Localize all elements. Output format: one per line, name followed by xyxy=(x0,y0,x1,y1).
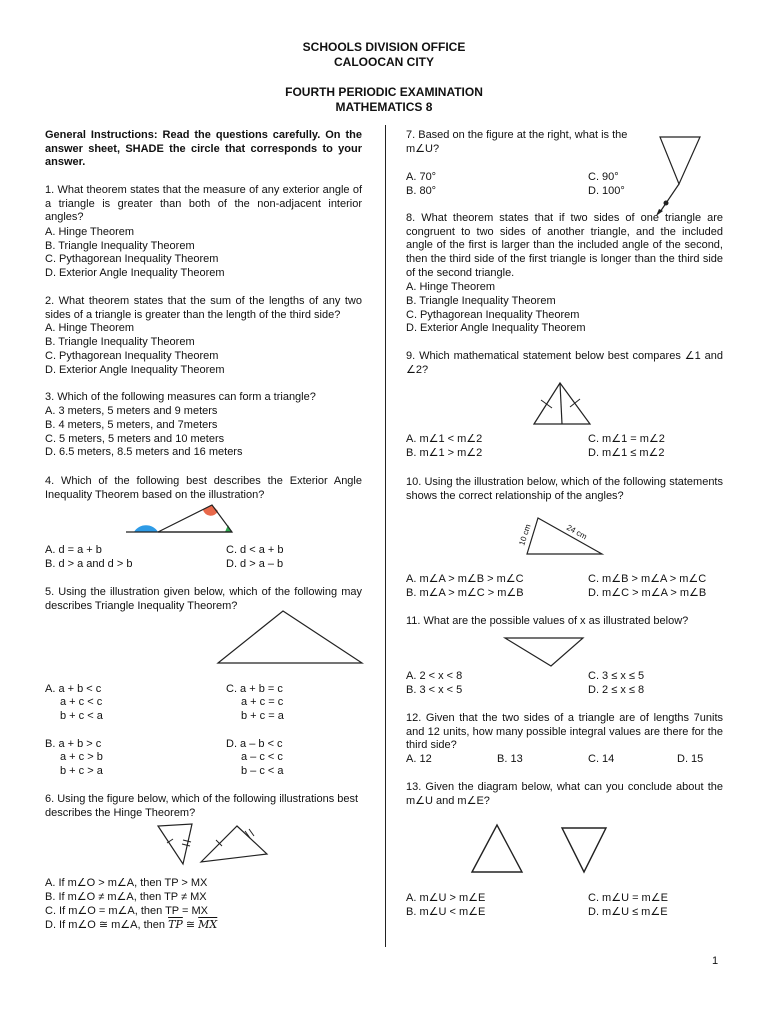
q1-stem: 1. What theorem states that the measure of any exterior angle of a triangle is greater than both of the non-adjacent interior angles? xyxy=(45,184,362,224)
q5-option-a-line3: b + c < a xyxy=(60,710,103,722)
q13-option-a[interactable]: A. m∠U > m∠E xyxy=(406,892,486,904)
q9-option-c[interactable]: C. m∠1 = m∠2 xyxy=(588,433,665,445)
q13-figure-right xyxy=(560,826,608,874)
q6-option-d[interactable]: D. If m∠O ≅ m∠A, then $\overline{TP}$ ≅ $\overline{MX}$ xyxy=(45,918,218,931)
general-instructions: General Instructions: Read the questions carefully. On the answer sheet, SHADE the circle that corresponds to your answer. xyxy=(45,129,362,169)
q9-option-b[interactable]: B. m∠1 > m∠2 xyxy=(406,447,483,459)
q1-option-b[interactable]: B. Triangle Inequality Theorem xyxy=(45,240,195,252)
q8-option-c[interactable]: C. Pythagorean Inequality Theorem xyxy=(406,309,580,321)
q5-option-b-line3: b + c > a xyxy=(60,765,103,777)
q11-option-a[interactable]: A. 2 < x < 8 xyxy=(406,670,463,682)
header-subject: MATHEMATICS 8 xyxy=(335,100,433,114)
q5-option-b-line1[interactable]: B. a + b > c xyxy=(45,738,102,750)
q4-stem: 4. Which of the following best describes the Exterior Angle Inequality Theorem based on the illustration? xyxy=(45,475,362,501)
q6-triangle-right xyxy=(201,826,267,862)
q4-triangle xyxy=(158,505,232,532)
q6-option-b[interactable]: B. If m∠O ≠ m∠A, then TP ≠ MX xyxy=(45,891,207,903)
q10-label-short: 10 cm xyxy=(517,523,533,547)
header-school: SCHOOLS DIVISION OFFICE xyxy=(302,40,466,54)
q8-option-d[interactable]: D. Exterior Angle Inequality Theorem xyxy=(406,322,586,334)
q1-option-a[interactable]: A. Hinge Theorem xyxy=(45,226,135,238)
q12-stem: 12. Given that the two sides of a triangle are of lengths 7units and 12 units, how many possible integral values are there for the third side? xyxy=(406,712,723,752)
q4-figure xyxy=(120,502,240,538)
q9-option-d[interactable]: D. m∠1 ≤ m∠2 xyxy=(588,447,665,459)
q7-option-c[interactable]: C. 90° xyxy=(588,171,619,183)
column-divider xyxy=(385,125,386,947)
q3-stem: 3. Which of the following measures can form a triangle? xyxy=(45,391,316,403)
q10-option-c[interactable]: C. m∠B > m∠A > m∠C xyxy=(588,573,707,585)
q5-option-a-line2: a + c < c xyxy=(60,696,103,708)
q6-stem: 6. Using the figure below, which of the following illustrations best describes the Hinge Theorem? xyxy=(45,793,359,819)
q13-figure-left xyxy=(470,822,524,874)
q5-option-d-line3: b – c < a xyxy=(241,765,284,777)
q6-triangle-left xyxy=(158,824,192,864)
q4-option-b[interactable]: B. d > a and d > b xyxy=(45,558,133,570)
q11-option-b[interactable]: B. 3 < x < 5 xyxy=(406,684,463,696)
q2-option-d[interactable]: D. Exterior Angle Inequality Theorem xyxy=(45,364,225,376)
q11-figure xyxy=(503,635,585,669)
q4-option-c[interactable]: C. d < a + b xyxy=(226,544,284,556)
q11-stem: 11. What are the possible values of x as illustrated below? xyxy=(406,615,689,627)
q11-option-d[interactable]: D. 2 ≤ x ≤ 8 xyxy=(588,684,645,696)
q10-label-long: 24 cm xyxy=(565,522,589,542)
q5-option-d-line1[interactable]: D. a – b < c xyxy=(226,738,283,750)
q9-figure xyxy=(530,380,594,426)
q12-option-a[interactable]: A. 12 xyxy=(406,753,432,765)
q3-option-c[interactable]: C. 5 meters, 5 meters and 10 meters xyxy=(45,433,225,445)
q13-option-c[interactable]: C. m∠U = m∠E xyxy=(588,892,668,904)
q7-figure xyxy=(654,134,704,218)
q9-stem: 9. Which mathematical statement below best compares ∠1 and ∠2? xyxy=(406,350,723,376)
q13-option-d[interactable]: D. m∠U ≤ m∠E xyxy=(588,906,668,918)
q9-option-a[interactable]: A. m∠1 < m∠2 xyxy=(406,433,483,445)
q10-option-d[interactable]: D. m∠C > m∠A > m∠B xyxy=(588,587,707,599)
q5-option-a-line1[interactable]: A. a + b < c xyxy=(45,683,102,695)
q7-stem: 7. Based on the figure at the right, what is the m∠U? xyxy=(406,129,628,155)
q3-option-a[interactable]: A. 3 meters, 5 meters and 9 meters xyxy=(45,405,218,417)
q2-option-b[interactable]: B. Triangle Inequality Theorem xyxy=(45,336,195,348)
q10-option-a[interactable]: A. m∠A > m∠B > m∠C xyxy=(406,573,524,585)
q12-option-c[interactable]: C. 14 xyxy=(588,753,615,765)
q5-option-d-line2: a – c < c xyxy=(241,751,283,763)
q11-option-c[interactable]: C. 3 ≤ x ≤ 5 xyxy=(588,670,645,682)
q4-exterior-angle-mark xyxy=(134,525,158,532)
q5-triangle-figure xyxy=(215,608,365,666)
q7-option-b[interactable]: B. 80° xyxy=(406,185,437,197)
q10-stem: 10. Using the illustration below, which of the following statements shows the correct relationship of the angles? xyxy=(406,476,723,502)
q5-option-b-line2: a + c > b xyxy=(60,751,103,763)
q5-option-c-line1[interactable]: C. a + b = c xyxy=(226,683,283,695)
q4-option-d[interactable]: D. d > a – b xyxy=(226,558,284,570)
q12-option-b[interactable]: B. 13 xyxy=(497,753,523,765)
q8-option-b[interactable]: B. Triangle Inequality Theorem xyxy=(406,295,556,307)
q2-option-a[interactable]: A. Hinge Theorem xyxy=(45,322,135,334)
q1-option-c[interactable]: C. Pythagorean Inequality Theorem xyxy=(45,253,219,265)
q13-option-b[interactable]: B. m∠U < m∠E xyxy=(406,906,486,918)
q6-figure xyxy=(155,820,270,866)
q10-option-b[interactable]: B. m∠A > m∠C > m∠B xyxy=(406,587,524,599)
q7-option-d[interactable]: D. 100° xyxy=(588,185,625,197)
header-city: CALOOCAN CITY xyxy=(334,55,434,69)
q5-option-c-line3: b + c = a xyxy=(241,710,284,722)
q6-option-c[interactable]: C. If m∠O = m∠A, then TP = MX xyxy=(45,905,208,917)
q3-option-d[interactable]: D. 6.5 meters, 8.5 meters and 16 meters xyxy=(45,446,243,458)
q8-stem: 8. What theorem states that if two sides of one triangle are congruent to two sides of another triangle, and the included angle of the first is larger than the included angle of the second, then the third side of the first triangle is longer than the third side of the second triangle. xyxy=(406,212,723,279)
q5-option-c-line2: a + c = c xyxy=(241,696,284,708)
q3-option-b[interactable]: B. 4 meters, 5 meters, and 7meters xyxy=(45,419,218,431)
header-exam: FOURTH PERIODIC EXAMINATION xyxy=(285,85,483,99)
q1-option-d[interactable]: D. Exterior Angle Inequality Theorem xyxy=(45,267,225,279)
page-number: 1 xyxy=(712,955,719,967)
q7-option-a[interactable]: A. 70° xyxy=(406,171,437,183)
q8-option-a[interactable]: A. Hinge Theorem xyxy=(406,281,496,293)
q5-stem: 5. Using the illustration given below, which of the following may describes Triangle Inequality Theorem? xyxy=(45,586,362,612)
q4-option-a[interactable]: A. d = a + b xyxy=(45,544,102,556)
q10-figure xyxy=(510,512,610,558)
q2-stem: 2. What theorem states that the sum of the lengths of any two sides of a triangle is greater than the length of the third side? xyxy=(45,295,362,321)
q13-stem: 13. Given the diagram below, what can you conclude about the m∠U and m∠E? xyxy=(406,781,723,807)
q6-option-a[interactable]: A. If m∠O > m∠A, then TP > MX xyxy=(45,877,208,889)
q2-option-c[interactable]: C. Pythagorean Inequality Theorem xyxy=(45,350,219,362)
q12-option-d[interactable]: D. 15 xyxy=(677,753,704,765)
